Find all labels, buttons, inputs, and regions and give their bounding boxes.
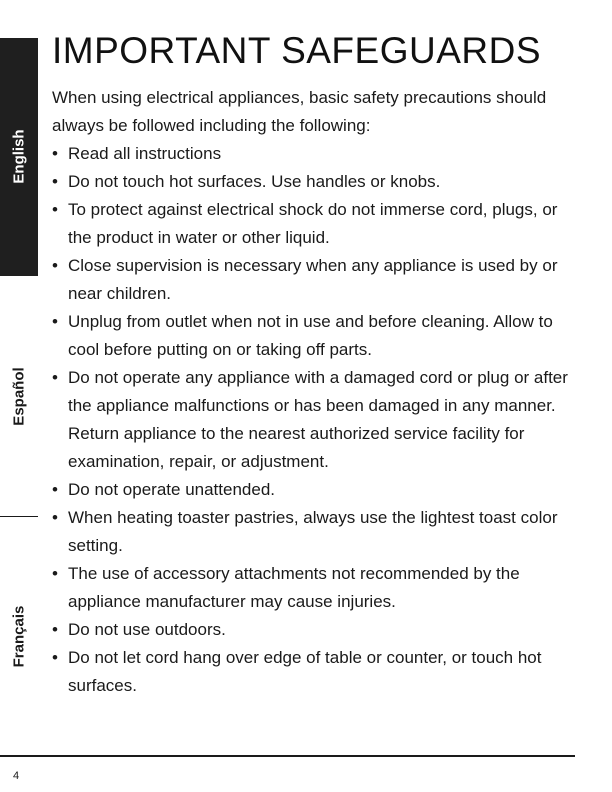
bullet-icon: • (52, 172, 58, 191)
page-title: IMPORTANT SAFEGUARDS (52, 30, 542, 71)
list-item (52, 196, 582, 252)
list-item-text: Do not operate unattended. (68, 480, 275, 499)
language-tab-divider (0, 516, 38, 517)
list-item-text: The use of accessory attachments not recommended by the appliance manufacturer may cause injuries. (68, 564, 520, 611)
list-item-text: Do not touch hot surfaces. Use handles or knobs. (68, 172, 441, 191)
bullet-icon: • (52, 144, 58, 163)
language-tab-english-label[interactable]: English (10, 129, 28, 184)
bullet-icon: • (52, 368, 58, 387)
list-item (52, 504, 582, 560)
bullet-icon: • (52, 620, 58, 639)
list-item-text: When heating toaster pastries, always use the lightest toast color setting. (68, 508, 558, 555)
bullet-icon: • (52, 256, 58, 275)
list-item (52, 168, 582, 196)
list-item-text: To protect against electrical shock do not immerse cord, plugs, or the product in water or other liquid. (68, 200, 558, 247)
safeguards-list (52, 140, 582, 700)
list-item-text: Do not operate any appliance with a damaged cord or plug or after the appliance malfunctions or has been damaged in any manner. Return appliance to the nearest authorized service facility for examination, repair, or adjustment. (68, 368, 568, 471)
bullet-icon: • (52, 312, 58, 331)
list-item (52, 252, 582, 308)
list-item-text: Do not use outdoors. (68, 620, 226, 639)
bullet-icon: • (52, 200, 58, 219)
intro-paragraph: When using electrical appliances, basic safety precautions should always be followed including the following: (52, 88, 547, 135)
list-item-text: Do not let cord hang over edge of table or counter, or touch hot surfaces. (68, 648, 542, 695)
footer-divider (0, 755, 575, 757)
list-item-text: Unplug from outlet when not in use and before cleaning. Allow to cool before putting on or taking off parts. (68, 312, 553, 359)
list-item (52, 476, 582, 504)
list-item (52, 364, 582, 476)
bullet-icon: • (52, 508, 58, 527)
bullet-icon: • (52, 564, 58, 583)
page-number: 4 (13, 770, 20, 782)
list-item (52, 616, 582, 644)
list-item-text: Read all instructions (68, 144, 222, 163)
list-item-text: Close supervision is necessary when any appliance is used by or near children. (68, 256, 558, 303)
bullet-icon: • (52, 648, 58, 667)
language-tab-francais-label[interactable]: Français (10, 605, 28, 668)
language-tab-espanol-label[interactable]: Español (10, 367, 28, 426)
bullet-icon: • (52, 480, 58, 499)
list-item (52, 308, 582, 364)
list-item (52, 560, 582, 616)
list-item (52, 140, 582, 168)
list-item (52, 644, 582, 700)
